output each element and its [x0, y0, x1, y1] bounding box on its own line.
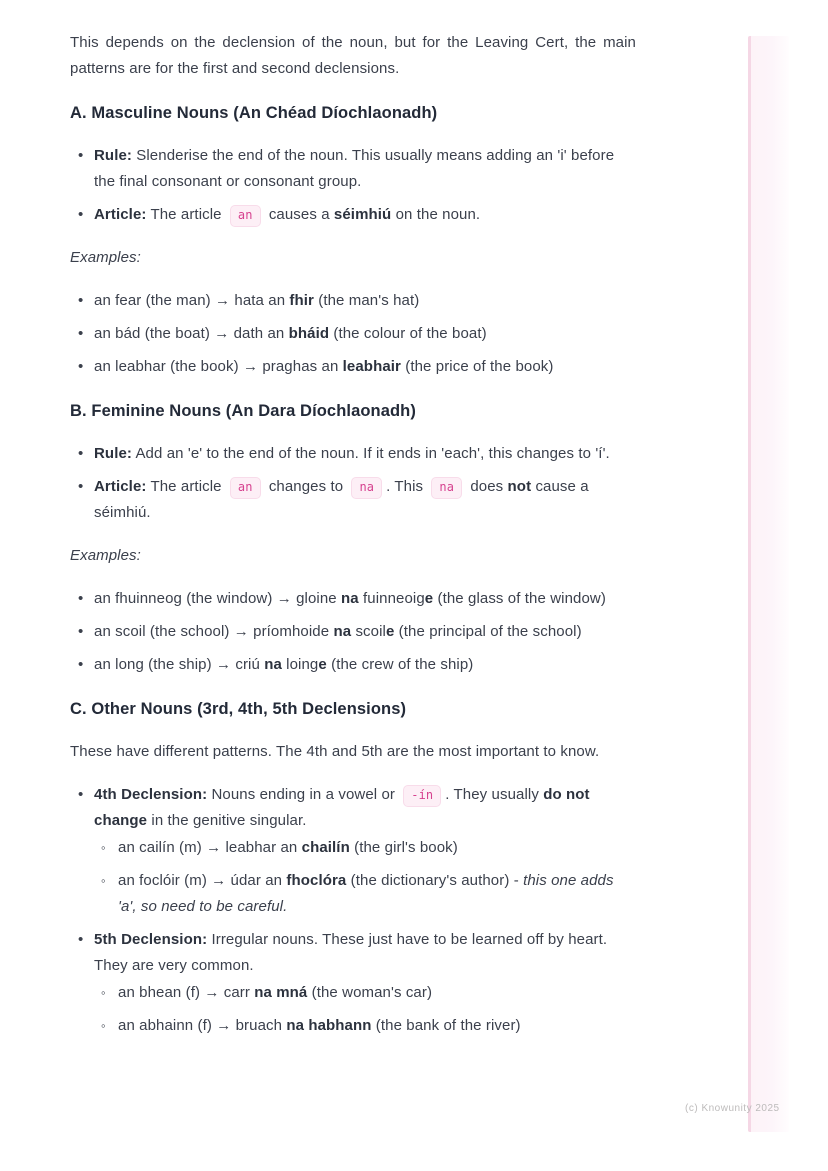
list-item: [70, 927, 636, 1039]
text-run: (the dictionary's author) -: [346, 872, 524, 889]
text-run: na: [341, 590, 359, 607]
watermark: (c) Knowunity 2025: [685, 1103, 780, 1114]
bullet-list: [70, 288, 636, 380]
text-run: an cailín (m) → leabhar an: [118, 839, 302, 856]
text-run: Article:: [94, 206, 147, 223]
text-run: Rule:: [94, 147, 132, 164]
paragraph: [70, 30, 636, 82]
text-run: Add an 'e' to the end of the noun. If it ends in 'each', this changes to 'í'.: [132, 445, 610, 462]
sub-list-item: [94, 868, 636, 920]
list-item: [70, 288, 636, 314]
inline-code-chip: an: [230, 205, 261, 227]
section-heading: [70, 99, 636, 127]
text-run: This depends on the declension of the noun, but for the Leaving Cert, the main patterns are for the first and second declensions.: [70, 34, 636, 77]
text-run: e: [385, 623, 395, 640]
text-run: na mná: [254, 984, 308, 1001]
list-item: [70, 586, 636, 612]
text-run: Examples:: [70, 249, 141, 266]
text-run: (the man's hat): [313, 292, 420, 309]
text-run: an scoil (the school) → príomhoide: [94, 623, 334, 640]
text-run: na habhann: [286, 1017, 372, 1034]
text-run: A. Masculine Nouns (An Chéad Díochlaonadh): [70, 104, 438, 122]
text-run: (the colour of the boat): [329, 325, 487, 342]
bullet-list: [70, 143, 636, 228]
inline-code-chip: an: [230, 477, 261, 499]
text-run: Slenderise the end of the noun. This usually means adding an 'i' before the final consonant or consonant group.: [94, 147, 615, 190]
examples-label: [70, 245, 636, 271]
text-run: na: [333, 623, 352, 640]
text-run: (the woman's car): [307, 984, 433, 1001]
section-heading: [70, 397, 636, 425]
text-run: . They usually: [445, 786, 544, 803]
text-run: Examples:: [70, 547, 141, 564]
text-run: Nouns ending in a vowel or: [207, 786, 400, 803]
text-run: this one adds 'a', so need to be careful.: [118, 872, 614, 915]
list-item: [70, 619, 636, 645]
bullet-list: [70, 441, 636, 526]
text-run: Rule:: [94, 445, 132, 462]
text-run: na: [264, 656, 282, 673]
text-run: séimhiú: [333, 206, 392, 223]
text-run: scoil: [351, 623, 386, 640]
text-run: an bád (the boat) → dath an: [94, 325, 289, 342]
bullet-list: [70, 586, 636, 678]
sub-list-item: [94, 1013, 636, 1039]
text-run: 5th Declension:: [94, 931, 208, 948]
list-item: [70, 782, 636, 920]
sub-list-item: [94, 980, 636, 1006]
inline-code-chip: na: [431, 477, 462, 499]
list-item: [70, 354, 636, 380]
text-run: an abhainn (f) → bruach: [118, 1017, 287, 1034]
list-item: [70, 143, 636, 195]
text-run: (the bank of the river): [371, 1017, 521, 1034]
list-item: [70, 441, 636, 467]
text-run: . This: [386, 478, 428, 495]
text-run: cause a séimhiú.: [94, 478, 589, 521]
text-run: chailín: [301, 839, 350, 856]
sub-list-item: [94, 835, 636, 861]
text-run: (the price of the book): [400, 358, 554, 375]
section-heading: [70, 695, 636, 723]
text-run: an foclóir (m) → údar an: [118, 872, 287, 889]
text-run: leabhair: [342, 358, 401, 375]
inline-code-chip: -ín: [403, 785, 441, 807]
sub-bullet-list: [94, 980, 636, 1039]
text-run: C. Other Nouns (3rd, 4th, 5th Declensions): [70, 700, 407, 718]
text-run: in the genitive singular.: [147, 812, 307, 829]
list-item: [70, 652, 636, 678]
bullet-list: [70, 782, 636, 1039]
text-run: (the crew of the ship): [326, 656, 474, 673]
list-item: [70, 202, 636, 228]
text-run: fuinneoig: [358, 590, 425, 607]
list-item: [70, 321, 636, 347]
text-run: not: [507, 478, 532, 495]
text-run: does: [466, 478, 508, 495]
text-run: fhir: [289, 292, 314, 309]
text-run: an leabhar (the book) → praghas an: [94, 358, 343, 375]
text-run: (the girl's book): [349, 839, 458, 856]
text-run: bháid: [288, 325, 330, 342]
text-run: causes a: [264, 206, 334, 223]
text-run: an long (the ship) → criú: [94, 656, 265, 673]
text-run: fhoclóra: [286, 872, 347, 889]
text-run: These have different patterns. The 4th and 5th are the most important to know.: [70, 743, 600, 760]
text-run: an bhean (f) → carr: [118, 984, 255, 1001]
text-run: B. Feminine Nouns (An Dara Díochlaonadh): [70, 402, 416, 420]
text-run: The article: [146, 206, 226, 223]
text-run: an fhuinneog (the window) → gloine: [94, 590, 341, 607]
text-run: 4th Declension:: [94, 786, 208, 803]
text-run: (the principal of the school): [394, 623, 582, 640]
text-run: do not change: [94, 786, 590, 829]
text-run: on the noun.: [391, 206, 481, 223]
examples-label: [70, 543, 636, 569]
text-run: Article:: [94, 478, 147, 495]
text-run: loing: [281, 656, 319, 673]
text-run: e: [424, 590, 434, 607]
list-item: [70, 474, 636, 526]
text-run: The article: [146, 478, 226, 495]
paragraph: [70, 739, 636, 765]
text-run: an fear (the man) → hata an: [94, 292, 290, 309]
text-run: (the glass of the window): [433, 590, 606, 607]
text-run: e: [318, 656, 327, 673]
sub-bullet-list: [94, 835, 636, 920]
document-content: [70, 30, 636, 1056]
text-run: Irregular nouns. These just have to be learned off by heart. They are very common.: [94, 931, 608, 974]
inline-code-chip: na: [351, 477, 382, 499]
page-edge-decoration: [748, 36, 789, 1132]
text-run: changes to: [264, 478, 348, 495]
